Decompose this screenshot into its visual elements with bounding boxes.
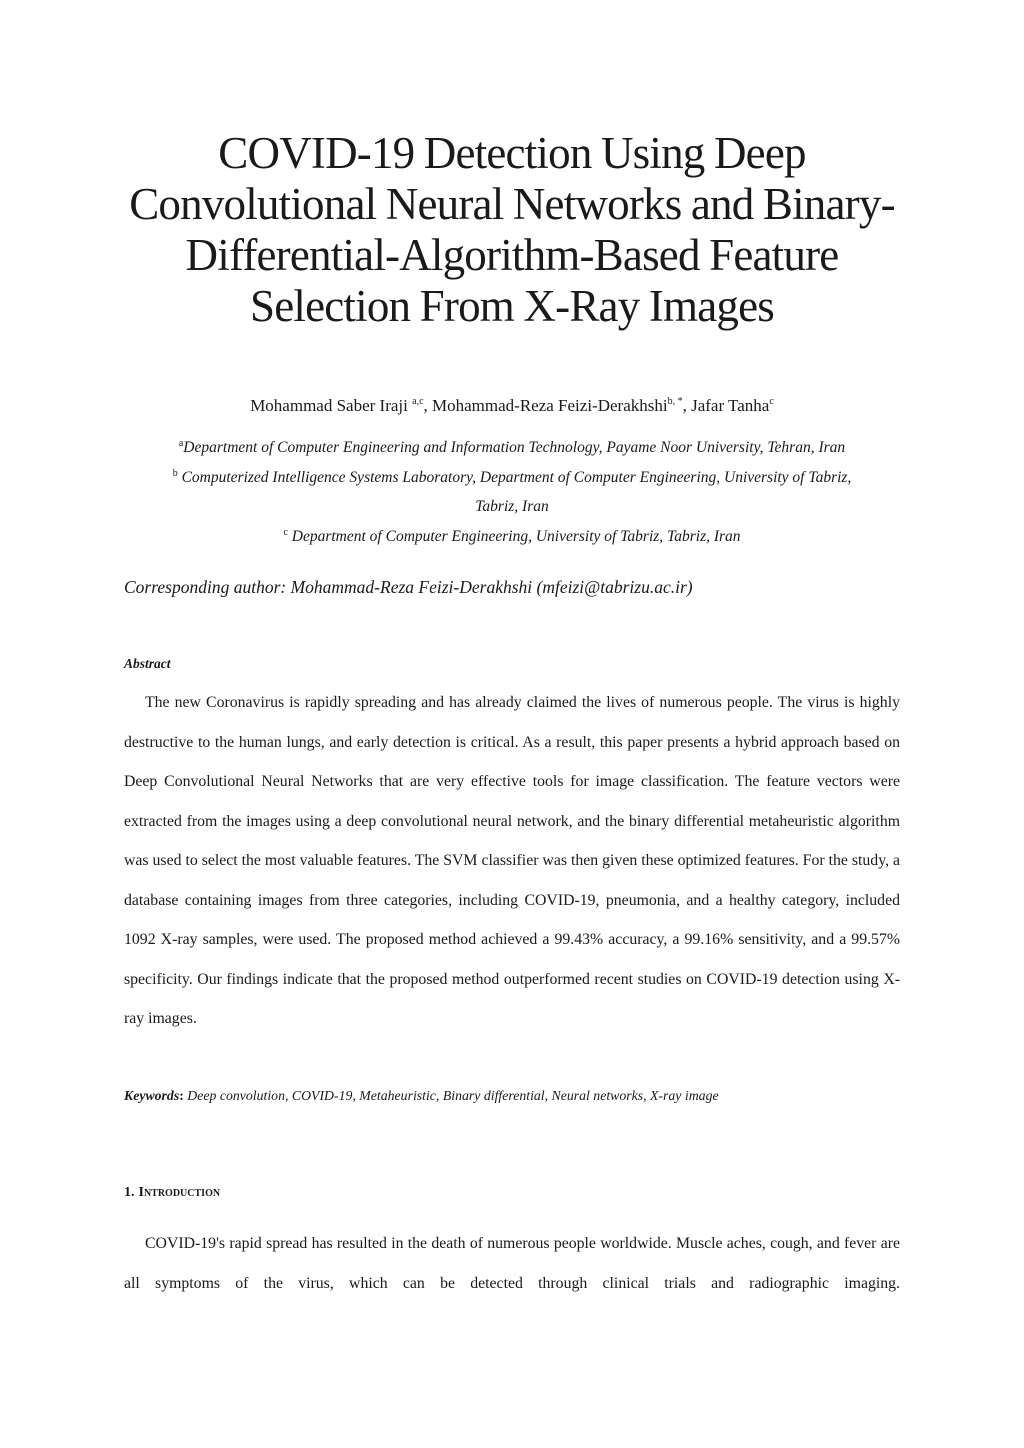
author-separator: , [423, 396, 433, 415]
affiliation-text: Department of Computer Engineering, University of Tabriz, Tabriz, Iran [291, 528, 741, 545]
section-heading-introduction [124, 1185, 220, 1201]
corresponding-author: Corresponding author: Mohammad-Reza Feizi-Derakhshi (mfeizi@tabrizu.ac.ir) [124, 577, 693, 597]
affiliation-b [100, 469, 924, 487]
title-line: Selection From X-Ray Images [249, 281, 775, 331]
keywords-colon: : [179, 1088, 184, 1103]
section-number: 1. [124, 1185, 135, 1200]
title-line: COVID-19 Detection Using Deep [218, 128, 806, 178]
section-title: Introduction [138, 1185, 221, 1200]
author-name: Mohammad-Reza Feizi-Derakhshi [432, 396, 668, 415]
affiliation-c [100, 528, 924, 546]
affiliation-text: Computerized Intelligence Systems Laboratory, Department of Computer Engineering, University of Tabriz, [181, 469, 852, 486]
author-superscript: a,c [412, 396, 424, 407]
abstract-text: The new Coronavirus is rapidly spreading and has already claimed the lives of numerous people. The virus is highly destructive to the human lungs, and early detection is critical. As a result, this paper presents a hybrid approach based on Deep Convolutional Neural Networks that are very effective tools for image classification. The feature vectors were extracted from the images using a deep convolutional neural network, and the binary differential metaheuristic algorithm was used to select the most valuable features. The SVM classifier was then given these optimized features. For the study, a database containing images from three categories, including COVID-19, pneumonia, and a healthy category, included 1092 X-ray samples, were used. The proposed method achieved a 99.43% accuracy, a 99.16% sensitivity, and a 99.57% specificity. Our findings indicate that the proposed method outperformed recent studies on COVID-19 detection using X-ray images. [124, 694, 900, 1027]
introduction-text: COVID-19's rapid spread has resulted in the death of numerous people worldwide. Muscle aches, cough, and fever are all symptoms of the virus, which can be detected through clinical trials and radiographic imaging. [124, 1235, 900, 1292]
author-name: Mohammad Saber Iraji [250, 396, 408, 415]
affiliation-text: Department of Computer Engineering and Information Technology, Payame Noor University, Tehran, Iran [183, 439, 846, 456]
affiliation-a [100, 439, 924, 457]
author-separator: , [682, 396, 692, 415]
author-name: Jafar Tanha [691, 396, 770, 415]
author-superscript: c [769, 396, 774, 407]
author-superscript: b, * [667, 396, 683, 407]
affiliation-text: Tabriz, Iran [475, 498, 549, 515]
affiliation-mark: b [172, 468, 178, 479]
keywords [124, 1088, 719, 1104]
title-line: Convolutional Neural Networks and Binary- [129, 179, 895, 229]
affiliation-mark: a [178, 438, 184, 449]
abstract-heading: Abstract [124, 656, 171, 671]
keywords-label: Keywords [124, 1088, 180, 1103]
author-list [0, 396, 1024, 416]
title-line: Differential-Algorithm-Based Feature [185, 230, 839, 280]
affiliation-b-continued [100, 498, 924, 516]
paper-title [100, 128, 924, 332]
affiliation-mark: c [283, 527, 288, 538]
keywords-values: Deep convolution, COVID-19, Metaheuristic, Binary differential, Neural networks, X-ray image [187, 1088, 719, 1103]
